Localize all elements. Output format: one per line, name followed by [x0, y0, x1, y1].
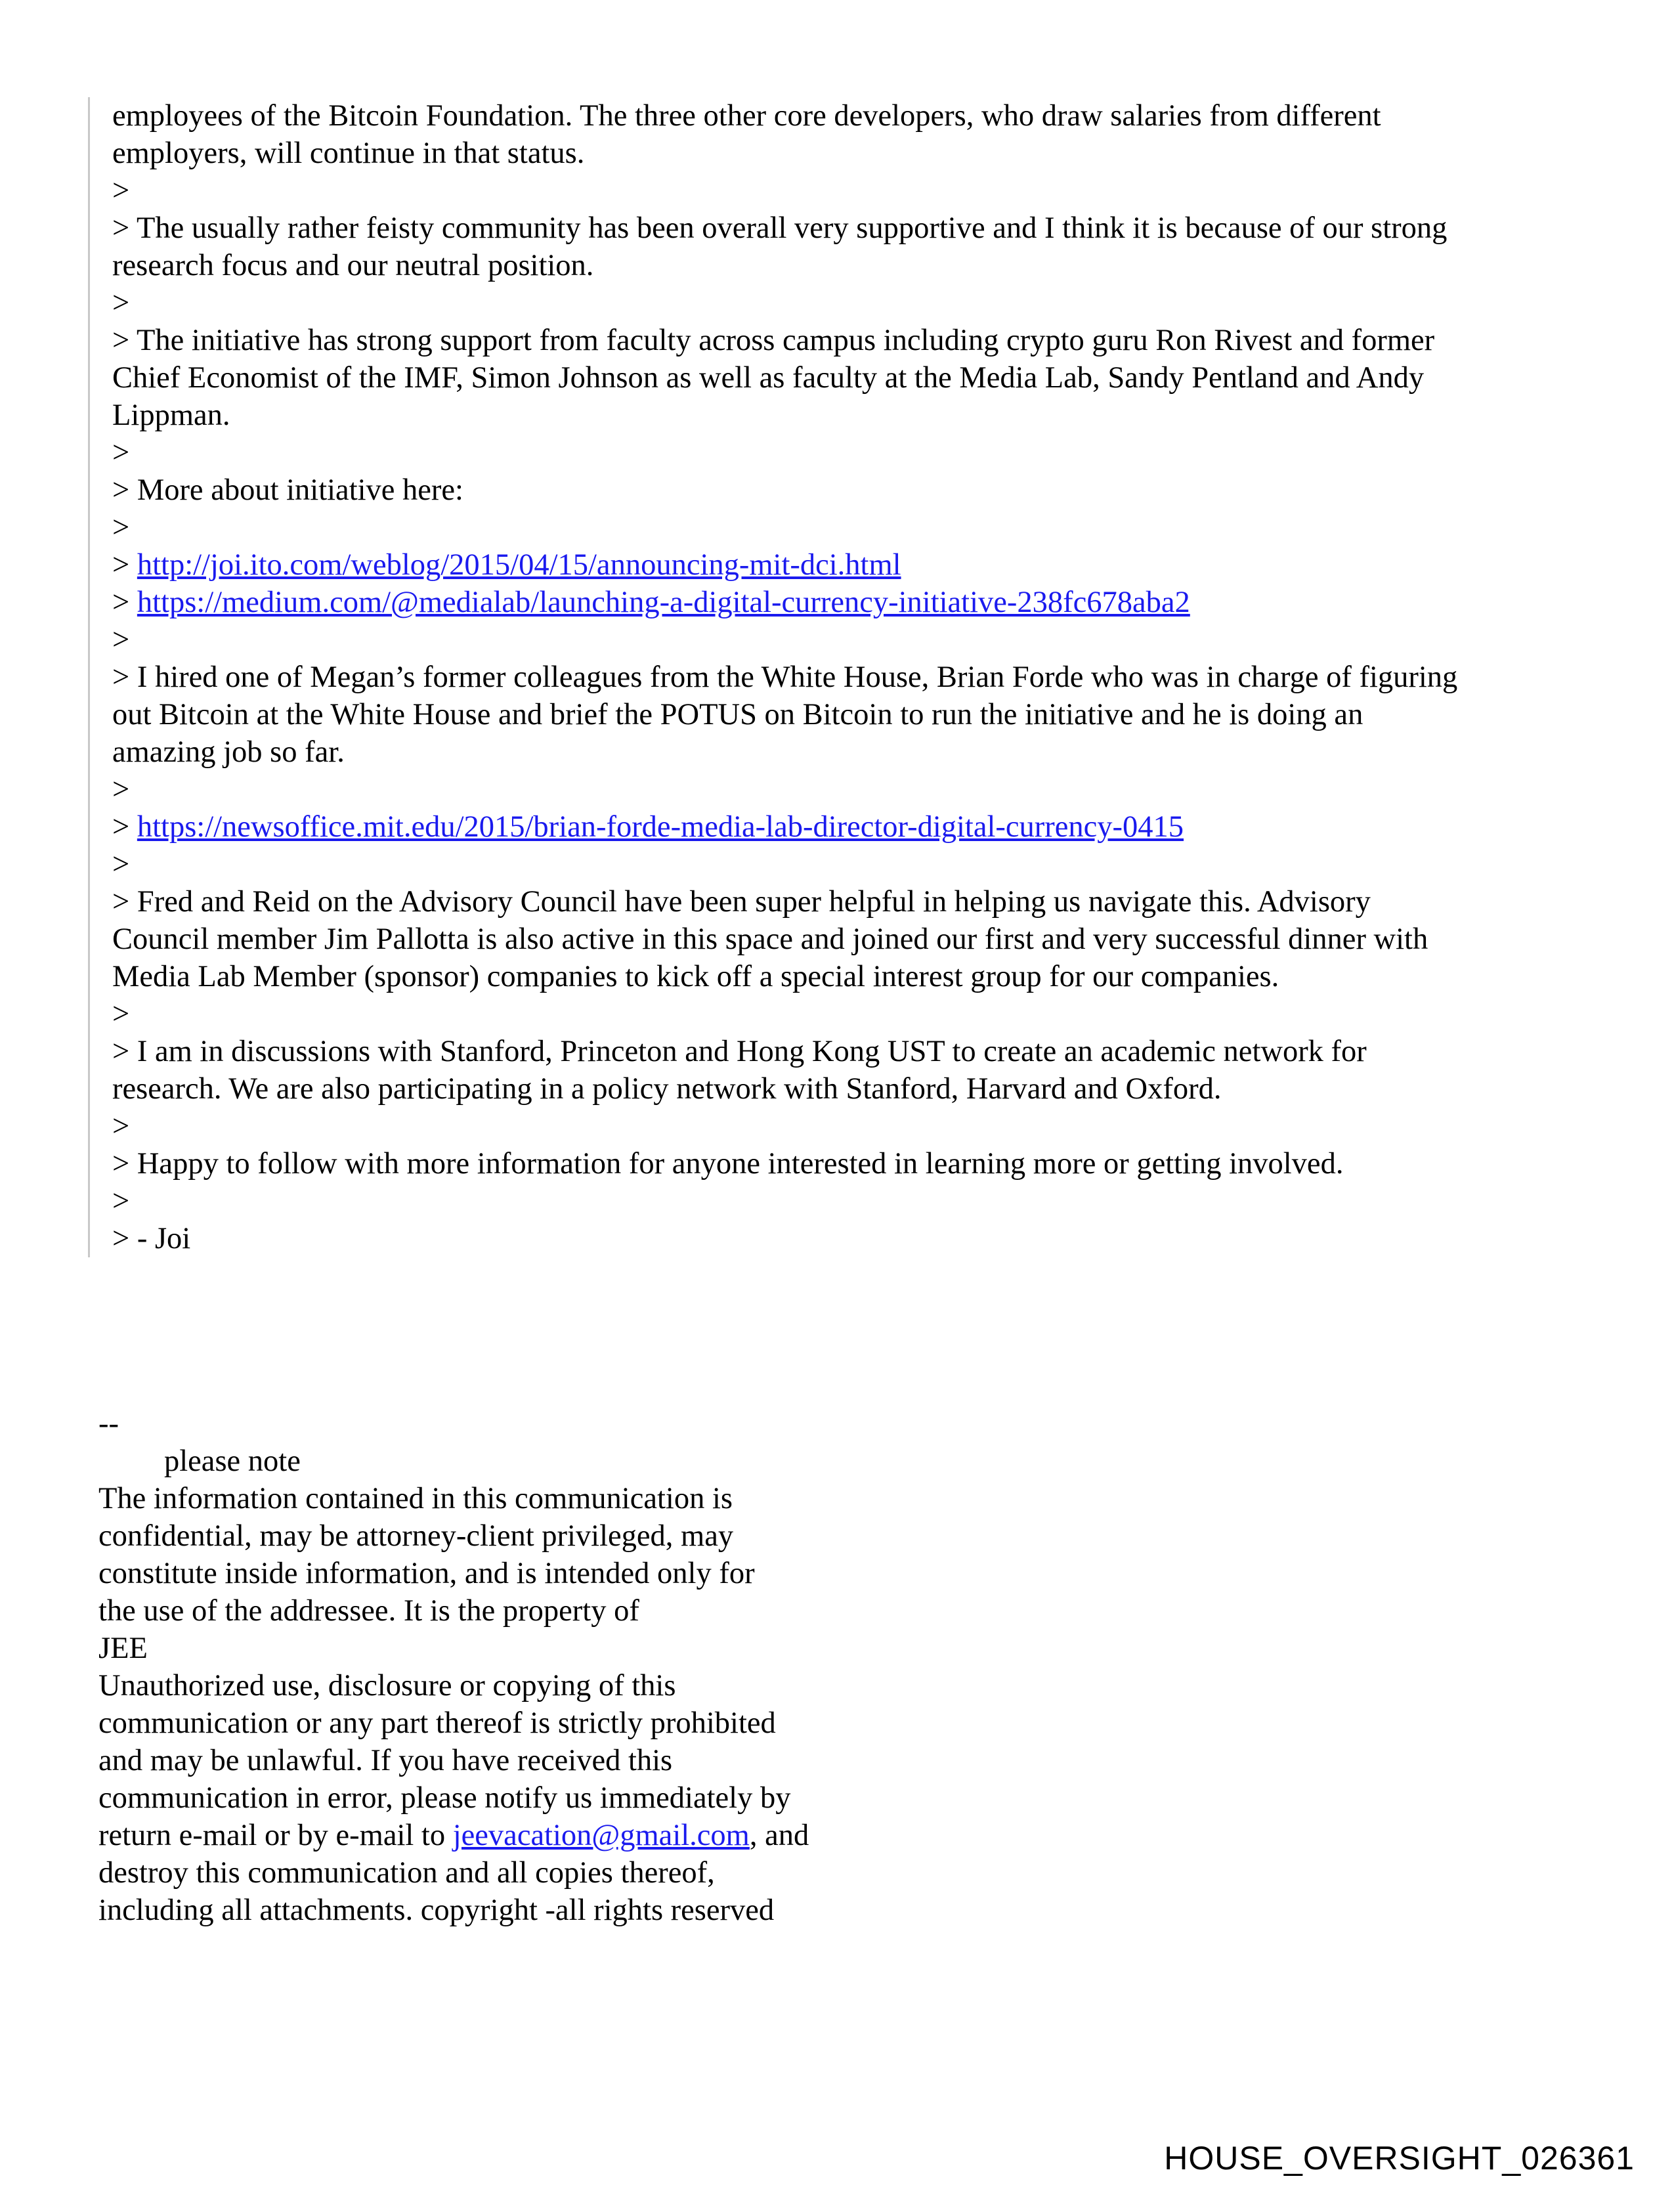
quote-marker: > [112, 623, 130, 657]
quote-prefix: > [112, 548, 137, 582]
footer-line: including all attachments. copyright -all rights reserved [98, 1894, 775, 1927]
footer-email-line [98, 1817, 1018, 1854]
footer-line: the use of the addressee. It is the property of [98, 1594, 639, 1628]
quoted-line: > Fred and Reid on the Advisory Council have been super helpful in helping us navigate this. Advisory [112, 885, 1371, 919]
quoted-link-line [112, 584, 1583, 621]
medium-article-link[interactable]: https://medium.com/@medialab/launching-a-digital-currency-initiative-238fc678aba2 [137, 586, 1190, 619]
signature-separator: -- [98, 1407, 119, 1441]
quote-marker: > [112, 511, 130, 544]
joi-ito-blog-link[interactable]: http://joi.ito.com/weblog/2015/04/15/announcing-mit-dci.html [137, 548, 901, 582]
quoted-line: > The usually rather feisty community has been overall very supportive and I think it is because of our strong [112, 211, 1448, 245]
footer-line: constitute inside information, and is intended only for [98, 1557, 755, 1590]
quoted-email-body [88, 97, 1583, 1257]
quote-marker: > [112, 773, 130, 806]
quoted-line: > Happy to follow with more information for anyone interested in learning more or getting involved. [112, 1147, 1344, 1181]
quote-marker: > [112, 174, 130, 207]
note-heading: please note [164, 1444, 301, 1478]
quote-marker: > [112, 436, 130, 469]
footer-line: destroy this communication and all copies thereof, [98, 1856, 715, 1890]
quoted-line: out Bitcoin at the White House and brief the POTUS on Bitcoin to run the initiative and he is doing an [112, 698, 1363, 731]
footer-line: and may be unlawful. If you have received this [98, 1744, 673, 1777]
quote-prefix: > [112, 586, 137, 619]
footer-line: communication or any part thereof is strictly prohibited [98, 1706, 776, 1740]
quoted-line: employers, will continue in that status. [112, 137, 585, 170]
quoted-line: amazing job so far. [112, 735, 345, 769]
mit-news-link[interactable]: https://newsoffice.mit.edu/2015/brian-forde-media-lab-director-digital-currency-0415 [137, 810, 1184, 844]
quoted-line: Council member Jim Pallotta is also active in this space and joined our first and very successful dinner with [112, 922, 1428, 956]
quoted-line: > I hired one of Megan’s former colleagues from the White House, Brian Forde who was in charge of figuring [112, 661, 1458, 694]
quoted-line: research. We are also participating in a policy network with Stanford, Harvard and Oxford. [112, 1072, 1222, 1106]
contact-email-link[interactable]: jeevacation@gmail.com [452, 1819, 750, 1852]
quoted-line: > The initiative has strong support from faculty across campus including crypto guru Ron Rivest and former [112, 324, 1435, 357]
footer-line: Unauthorized use, disclosure or copying of this [98, 1669, 676, 1702]
quoted-line: employees of the Bitcoin Foundation. The three other core developers, who draw salaries from different [112, 99, 1381, 133]
quoted-line: > More about initiative here: [112, 473, 463, 507]
quote-prefix: > [112, 810, 137, 844]
quote-marker: > [112, 848, 130, 881]
footer-line: The information contained in this communication is [98, 1482, 733, 1515]
quoted-line: Lippman. [112, 399, 230, 432]
quote-marker: > [112, 1184, 130, 1218]
footer-line: communication in error, please notify us immediately by [98, 1781, 791, 1815]
quoted-line: > I am in discussions with Stanford, Princeton and Hong Kong UST to create an academic network for [112, 1035, 1367, 1068]
footer-text: return e-mail or by e-mail to [98, 1819, 453, 1852]
quoted-line: research focus and our neutral position. [112, 249, 594, 282]
bates-number: HOUSE_OVERSIGHT_026361 [1164, 2140, 1635, 2177]
footer-line: confidential, may be attorney-client privileged, may [98, 1519, 734, 1553]
confidentiality-footer [98, 1405, 1018, 1929]
quoted-link-line [112, 808, 1583, 846]
quoted-line: Chief Economist of the IMF, Simon Johnson as well as faculty at the Media Lab, Sandy Pentland and Andy [112, 361, 1425, 395]
quoted-link-line [112, 546, 1583, 584]
quote-marker: > [112, 1110, 130, 1143]
quote-marker: > [112, 286, 130, 320]
quote-marker: > [112, 997, 130, 1031]
footer-text: , and [749, 1819, 809, 1852]
signoff: > - Joi [112, 1222, 191, 1255]
footer-line: JEE [98, 1632, 148, 1665]
quoted-line: Media Lab Member (sponsor) companies to kick off a special interest group for our companies. [112, 960, 1279, 993]
